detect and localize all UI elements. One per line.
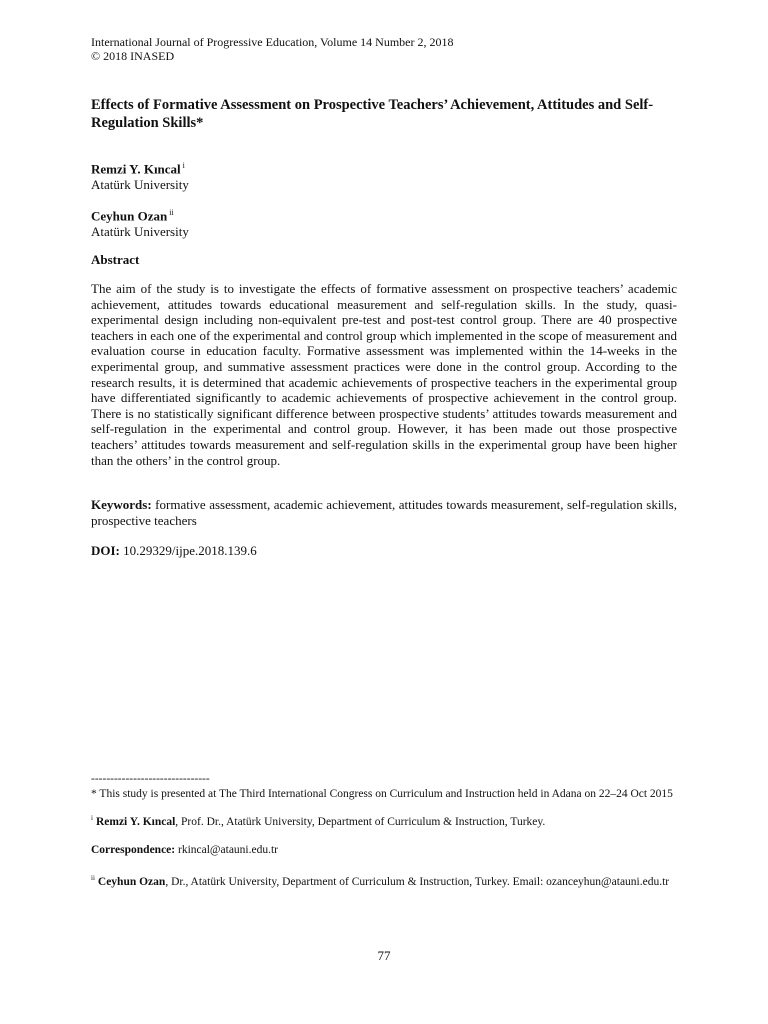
footnote-author-text: , Dr., Atatürk University, Department of Curriculum & Instruction, Turkey. Email: ozanceyhun@atauni.edu.tr (165, 875, 670, 888)
author-name (91, 158, 677, 177)
footnote-author-1 (91, 811, 677, 829)
abstract-body: The aim of the study is to investigate the effects of formative assessment on prospective teachers’ academic achievement, attitudes towards educational measurement and self-regulation skills. In the study, quasi-experimental design including non-equivalent pre-test and post-test control group. There are 40 prospective teachers in each one of the experimental and control group which implemented in the scope of measurement and evaluation course in education faculty. Formative assessment was implemented within the 14-weeks in the experimental group, and summative assessment practices were done in the control group. According to the research results, it is determined that academic achievements of prospective teachers in the experimental group have differentiated significantly to academic achievements of prospective achievement in the control group. There is no statistically significant difference between prospective students’ attitudes towards measurement and self-regulation in the experimental and control group. However, it has been made out those prospective teachers’ attitudes towards measurement and self-regulation skills in the experimental group have been higher than the others’ in the control group. (91, 281, 677, 468)
author-name-text: Ceyhun Ozan (91, 208, 168, 224)
page-number: 77 (377, 948, 391, 963)
author-2 (91, 205, 677, 240)
author-name-text: Remzi Y. Kıncal (91, 161, 181, 177)
footnote-author-2 (91, 871, 677, 889)
doi-value: 10.29329/ijpe.2018.139.6 (123, 543, 257, 558)
correspondence-email: rkincal@atauni.edu.tr (178, 843, 278, 856)
author-affiliation: Atatürk University (91, 177, 189, 193)
author-name (91, 205, 677, 224)
abstract-heading: Abstract (91, 252, 140, 267)
keywords-text: formative assessment, academic achievement, attitudes towards measurement, self-regulation skills, prospective teachers (91, 497, 677, 528)
paper-title: Effects of Formative Assessment on Prospective Teachers’ Achievement, Attitudes and Self-Regulation Skills* (91, 97, 654, 131)
footnote-author-name: Remzi Y. Kıncal (95, 815, 176, 828)
correspondence-label: Correspondence: (91, 843, 176, 856)
footnote-correspondence (91, 843, 677, 857)
journal-header (91, 35, 677, 63)
footnote-author-name: Ceyhun Ozan (97, 875, 166, 888)
footnote-rule: ------------------------------- (91, 773, 210, 785)
doi-label: DOI: (91, 543, 120, 558)
footnote-marker: ii (91, 873, 95, 882)
footnote-marker: i (91, 814, 93, 822)
footnote-congress: * This study is presented at The Third International Congress on Curriculum and Instruction held in Adana on 22–24 Oct 2015 (91, 788, 673, 800)
keywords-label: Keywords: (91, 497, 152, 512)
author-marker: i (182, 161, 185, 170)
copyright-line: © 2018 INASED (91, 49, 175, 63)
footnote-author-text: , Prof. Dr., Atatürk University, Department of Curriculum & Instruction, Turkey. (175, 815, 546, 828)
footnotes (91, 772, 677, 889)
journal-citation: International Journal of Progressive Education, Volume 14 Number 2, 2018 (91, 35, 454, 49)
keywords (91, 497, 677, 528)
author-1 (91, 158, 677, 193)
author-affiliation: Atatürk University (91, 224, 189, 240)
author-marker: ii (169, 208, 174, 217)
doi (91, 543, 677, 559)
